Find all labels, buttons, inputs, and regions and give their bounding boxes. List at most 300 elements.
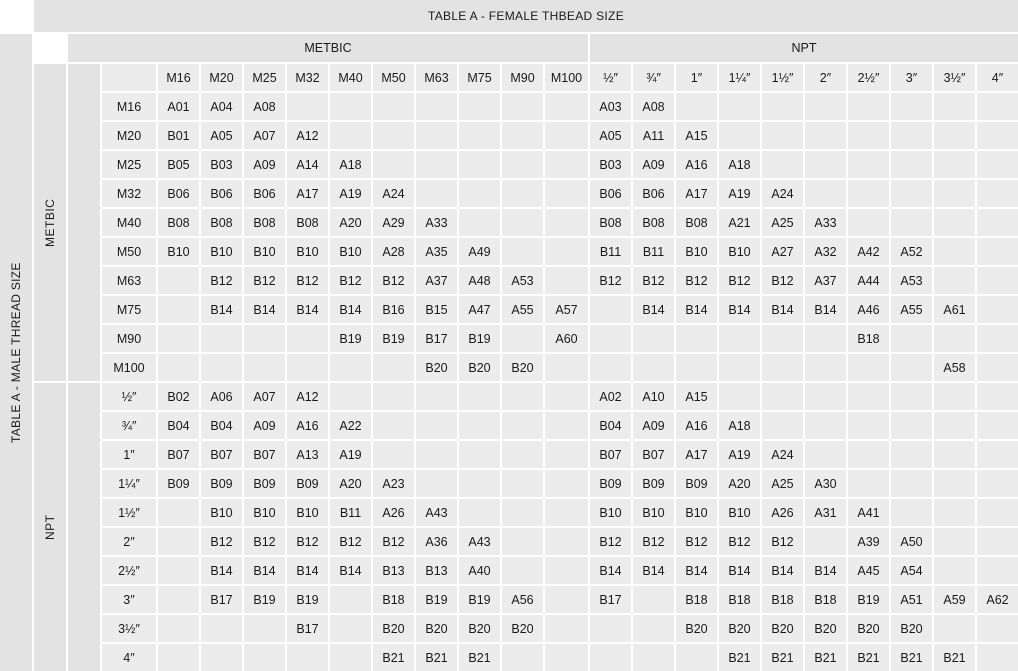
table-cell: B03: [201, 151, 242, 178]
table-cell: B06: [244, 180, 285, 207]
table-cell: A20: [330, 209, 371, 236]
table-cell: A55: [891, 296, 932, 323]
table-cell: A18: [330, 151, 371, 178]
table-cell: A19: [719, 441, 760, 468]
female-size-header: 4″: [977, 64, 1018, 91]
table-cell: [545, 499, 588, 526]
table-cell: B12: [719, 267, 760, 294]
male-size-label: M20: [102, 122, 156, 149]
table-cell: A42: [848, 238, 889, 265]
table-cell: [244, 615, 285, 642]
table-cell: [676, 354, 717, 381]
table-cell: B10: [158, 238, 199, 265]
table-cell: [977, 644, 1018, 671]
table-cell: B07: [158, 441, 199, 468]
table-cell: [545, 122, 588, 149]
table-cell: B12: [287, 528, 328, 555]
table-cell: [545, 383, 588, 410]
table-cell: B10: [719, 499, 760, 526]
table-cell: [330, 615, 371, 642]
table-cell: [545, 354, 588, 381]
table-cell: [719, 354, 760, 381]
table-cell: [805, 528, 846, 555]
table-cell: A24: [762, 441, 803, 468]
table-cell: [848, 122, 889, 149]
table-cell: [502, 528, 543, 555]
table-cell: [934, 209, 975, 236]
table-cell: [891, 441, 932, 468]
table-cell: [287, 644, 328, 671]
table-cell: [459, 122, 500, 149]
table-cell: B04: [158, 412, 199, 439]
female-group-metric: METBIC: [68, 34, 588, 62]
table-cell: B10: [719, 238, 760, 265]
male-group-metric: METBIC: [34, 64, 66, 381]
table-cell: B11: [590, 238, 631, 265]
female-group-npt: NPT: [590, 34, 1018, 62]
table-cell: [934, 383, 975, 410]
table-cell: A51: [891, 586, 932, 613]
female-size-header: 2″: [805, 64, 846, 91]
table-cell: [848, 412, 889, 439]
table-cell: A62: [977, 586, 1018, 613]
male-size-label: M75: [102, 296, 156, 323]
table-cell: [805, 180, 846, 207]
table-cell: A53: [891, 267, 932, 294]
table-cell: A56: [502, 586, 543, 613]
table-cell: B20: [373, 615, 414, 642]
female-size-header: 1″: [676, 64, 717, 91]
table-cell: B14: [244, 557, 285, 584]
table-cell: A44: [848, 267, 889, 294]
table-cell: B18: [848, 325, 889, 352]
table-cell: [545, 180, 588, 207]
table-cell: [891, 209, 932, 236]
table-cell: B21: [416, 644, 457, 671]
table-cell: B12: [373, 528, 414, 555]
table-cell: B14: [287, 296, 328, 323]
table-cell: B07: [201, 441, 242, 468]
male-size-label: 2″: [102, 528, 156, 555]
table-cell: A07: [244, 122, 285, 149]
table-cell: [201, 615, 242, 642]
table-cell: [676, 644, 717, 671]
female-size-header: M25: [244, 64, 285, 91]
table-cell: A19: [330, 180, 371, 207]
table-cell: B12: [676, 267, 717, 294]
table-cell: [848, 383, 889, 410]
table-cell: [762, 325, 803, 352]
table-cell: A25: [762, 209, 803, 236]
table-cell: A47: [459, 296, 500, 323]
table-cell: [848, 93, 889, 120]
table-cell: [373, 383, 414, 410]
table-cell: B12: [633, 528, 674, 555]
table-cell: [502, 644, 543, 671]
table-cell: B11: [330, 499, 371, 526]
table-cell: [459, 499, 500, 526]
table-cell: B21: [848, 644, 889, 671]
table-cell: [545, 441, 588, 468]
table-cell: [459, 93, 500, 120]
table-cell: B14: [201, 557, 242, 584]
table-cell: A12: [287, 383, 328, 410]
table-cell: B19: [244, 586, 285, 613]
table-cell: B14: [201, 296, 242, 323]
table-cell: B07: [590, 441, 631, 468]
table-cell: [977, 122, 1018, 149]
table-cell: [416, 180, 457, 207]
table-cell: [373, 93, 414, 120]
male-size-label: 4″: [102, 644, 156, 671]
table-cell: [805, 122, 846, 149]
table-cell: A50: [891, 528, 932, 555]
table-cell: [330, 122, 371, 149]
table-cell: [805, 151, 846, 178]
table-cell: B10: [287, 238, 328, 265]
female-size-header: M75: [459, 64, 500, 91]
table-cell: [934, 557, 975, 584]
table-cell: A16: [287, 412, 328, 439]
table-cell: B14: [762, 557, 803, 584]
table-cell: B12: [762, 267, 803, 294]
table-cell: B01: [158, 122, 199, 149]
male-size-label: ¾″: [102, 412, 156, 439]
table-cell: [459, 412, 500, 439]
table-cell: A20: [330, 470, 371, 497]
corner-cell: [102, 64, 156, 91]
table-cell: [158, 586, 199, 613]
table-cell: B12: [633, 267, 674, 294]
table-cell: B09: [201, 470, 242, 497]
table-cell: A23: [373, 470, 414, 497]
table-cell: [934, 441, 975, 468]
table-cell: [459, 151, 500, 178]
table-cell: B20: [459, 354, 500, 381]
table-cell: B06: [590, 180, 631, 207]
table-cell: B20: [848, 615, 889, 642]
table-cell: B19: [330, 325, 371, 352]
table-cell: [977, 615, 1018, 642]
table-cell: [158, 615, 199, 642]
table-cell: A22: [330, 412, 371, 439]
table-cell: B16: [373, 296, 414, 323]
table-cell: [590, 644, 631, 671]
table-cell: A12: [287, 122, 328, 149]
table-cell: [502, 557, 543, 584]
table-cell: B18: [373, 586, 414, 613]
table-cell: A46: [848, 296, 889, 323]
table-cell: [502, 383, 543, 410]
table-cell: [805, 93, 846, 120]
table-cell: B12: [201, 528, 242, 555]
table-cell: B12: [762, 528, 803, 555]
table-cell: [545, 93, 588, 120]
table-cell: [502, 93, 543, 120]
table-cell: [416, 151, 457, 178]
table-cell: [244, 325, 285, 352]
table-cell: A39: [848, 528, 889, 555]
table-cell: [977, 528, 1018, 555]
table-cell: B10: [330, 238, 371, 265]
table-cell: A11: [633, 122, 674, 149]
table-cell: B19: [416, 586, 457, 613]
table-cell: [762, 354, 803, 381]
table-cell: [158, 499, 199, 526]
table-cell: [719, 383, 760, 410]
table-cell: B10: [201, 238, 242, 265]
table-cell: [848, 151, 889, 178]
table-cell: A18: [719, 151, 760, 178]
male-size-label: M16: [102, 93, 156, 120]
table-cell: [891, 470, 932, 497]
table-cell: A33: [416, 209, 457, 236]
female-size-header: 1½″: [762, 64, 803, 91]
table-cell: A37: [805, 267, 846, 294]
table-cell: B20: [502, 615, 543, 642]
table-cell: A58: [934, 354, 975, 381]
table-cell: [502, 209, 543, 236]
table-cell: [545, 557, 588, 584]
table-cell: A21: [719, 209, 760, 236]
table-cell: A05: [590, 122, 631, 149]
table-cell: [416, 470, 457, 497]
male-size-label: M32: [102, 180, 156, 207]
table-cell: [805, 441, 846, 468]
table-cell: B06: [633, 180, 674, 207]
table-cell: B08: [590, 209, 631, 236]
side-title: TABLE A - MALE THREAD SIZE: [0, 34, 32, 671]
table-cell: B06: [201, 180, 242, 207]
table-cell: A27: [762, 238, 803, 265]
table-cell: [676, 325, 717, 352]
table-cell: A01: [158, 93, 199, 120]
table-cell: [287, 354, 328, 381]
female-size-header: 3″: [891, 64, 932, 91]
table-cell: B20: [805, 615, 846, 642]
female-size-header: M90: [502, 64, 543, 91]
table-cell: [416, 93, 457, 120]
table-cell: A09: [633, 412, 674, 439]
female-size-header: 1¼″: [719, 64, 760, 91]
table-cell: [977, 325, 1018, 352]
table-cell: [416, 441, 457, 468]
table-cell: [633, 325, 674, 352]
table-cell: [762, 412, 803, 439]
table-cell: B19: [848, 586, 889, 613]
table-cell: B09: [633, 470, 674, 497]
table-cell: [762, 122, 803, 149]
table-cell: B19: [373, 325, 414, 352]
table-cell: A13: [287, 441, 328, 468]
table-cell: [158, 354, 199, 381]
female-size-header: M20: [201, 64, 242, 91]
table-cell: B08: [287, 209, 328, 236]
table-cell: B12: [244, 528, 285, 555]
table-cell: A30: [805, 470, 846, 497]
male-size-label: 1″: [102, 441, 156, 468]
table-cell: [977, 354, 1018, 381]
table-cell: B07: [244, 441, 285, 468]
table-cell: [201, 325, 242, 352]
male-size-label: ½″: [102, 383, 156, 410]
table-cell: [891, 151, 932, 178]
table-cell: [545, 238, 588, 265]
table-cell: [502, 325, 543, 352]
table-cell: [633, 615, 674, 642]
female-size-header: M32: [287, 64, 328, 91]
table-cell: B21: [373, 644, 414, 671]
table-cell: A10: [633, 383, 674, 410]
table-cell: A16: [676, 151, 717, 178]
table-cell: [244, 354, 285, 381]
table-cell: B05: [158, 151, 199, 178]
table-cell: [977, 209, 1018, 236]
table-cell: [330, 586, 371, 613]
table-cell: [977, 180, 1018, 207]
table-cell: B07: [633, 441, 674, 468]
table-cell: B14: [762, 296, 803, 323]
table-cell: [545, 267, 588, 294]
table-cell: [977, 238, 1018, 265]
table-cell: B10: [244, 238, 285, 265]
table-cell: [590, 296, 631, 323]
table-cell: [459, 383, 500, 410]
table-cell: [719, 122, 760, 149]
table-cell: [934, 412, 975, 439]
table-cell: [502, 180, 543, 207]
table-cell: [459, 180, 500, 207]
male-size-label: M100: [102, 354, 156, 381]
table-cell: A25: [762, 470, 803, 497]
table-cell: [590, 354, 631, 381]
table-cell: [977, 383, 1018, 410]
table-cell: [891, 354, 932, 381]
table-cell: [934, 267, 975, 294]
table-cell: A52: [891, 238, 932, 265]
table-cell: [977, 296, 1018, 323]
table-cell: B20: [676, 615, 717, 642]
table-cell: [502, 470, 543, 497]
table-cell: A02: [590, 383, 631, 410]
table-cell: B12: [330, 528, 371, 555]
male-size-label: 3″: [102, 586, 156, 613]
table-cell: [805, 325, 846, 352]
table-cell: B14: [805, 557, 846, 584]
table-cell: [762, 93, 803, 120]
table-cell: [373, 151, 414, 178]
table-cell: [330, 644, 371, 671]
spacer-metric: [68, 64, 100, 381]
table-cell: A35: [416, 238, 457, 265]
table-cell: [158, 528, 199, 555]
table-cell: B08: [201, 209, 242, 236]
table-cell: A36: [416, 528, 457, 555]
table-cell: B21: [459, 644, 500, 671]
table-cell: B14: [676, 296, 717, 323]
table-cell: [891, 325, 932, 352]
table-cell: [848, 354, 889, 381]
table-cell: B19: [459, 325, 500, 352]
table-cell: B20: [891, 615, 932, 642]
table-cell: B09: [244, 470, 285, 497]
table-cell: [762, 383, 803, 410]
table-cell: [934, 238, 975, 265]
table-cell: A43: [459, 528, 500, 555]
table-cell: B21: [805, 644, 846, 671]
table-cell: [891, 122, 932, 149]
table-cell: [502, 238, 543, 265]
table-cell: B17: [201, 586, 242, 613]
female-size-header: M16: [158, 64, 199, 91]
female-size-header: M50: [373, 64, 414, 91]
table-cell: A06: [201, 383, 242, 410]
female-size-header: M100: [545, 64, 588, 91]
table-cell: A08: [244, 93, 285, 120]
table-cell: B09: [158, 470, 199, 497]
table-cell: B08: [158, 209, 199, 236]
table-cell: A24: [373, 180, 414, 207]
table-cell: B21: [934, 644, 975, 671]
table-cell: B12: [330, 267, 371, 294]
spacer-npt: [68, 383, 100, 671]
table-cell: A41: [848, 499, 889, 526]
table-cell: [416, 383, 457, 410]
table-cell: A18: [719, 412, 760, 439]
table-cell: B12: [719, 528, 760, 555]
table-cell: A19: [719, 180, 760, 207]
table-cell: A43: [416, 499, 457, 526]
table-cell: B18: [762, 586, 803, 613]
table-cell: [934, 180, 975, 207]
table-cell: [330, 383, 371, 410]
table-cell: A09: [633, 151, 674, 178]
table-cell: [545, 470, 588, 497]
table-cell: B20: [502, 354, 543, 381]
table-cell: B14: [719, 557, 760, 584]
table-cell: A29: [373, 209, 414, 236]
table-cell: A24: [762, 180, 803, 207]
table-cell: B14: [719, 296, 760, 323]
table-cell: A49: [459, 238, 500, 265]
table-cell: [158, 296, 199, 323]
table-cell: [934, 615, 975, 642]
table-cell: [762, 151, 803, 178]
table-cell: B09: [676, 470, 717, 497]
table-cell: [287, 325, 328, 352]
table-cell: [330, 354, 371, 381]
table-cell: [459, 441, 500, 468]
table-cell: [330, 93, 371, 120]
table-cell: B13: [373, 557, 414, 584]
table-cell: [373, 354, 414, 381]
table-cell: B17: [287, 615, 328, 642]
table-cell: B14: [805, 296, 846, 323]
table-cell: B03: [590, 151, 631, 178]
table-cell: [848, 441, 889, 468]
table-cell: [502, 151, 543, 178]
table-cell: B18: [719, 586, 760, 613]
table-cell: A32: [805, 238, 846, 265]
table-cell: A15: [676, 122, 717, 149]
male-size-label: M25: [102, 151, 156, 178]
table-cell: A05: [201, 122, 242, 149]
table-cell: [848, 180, 889, 207]
table-cell: B08: [633, 209, 674, 236]
table-cell: A17: [676, 180, 717, 207]
male-size-label: 2½″: [102, 557, 156, 584]
male-size-label: 3½″: [102, 615, 156, 642]
